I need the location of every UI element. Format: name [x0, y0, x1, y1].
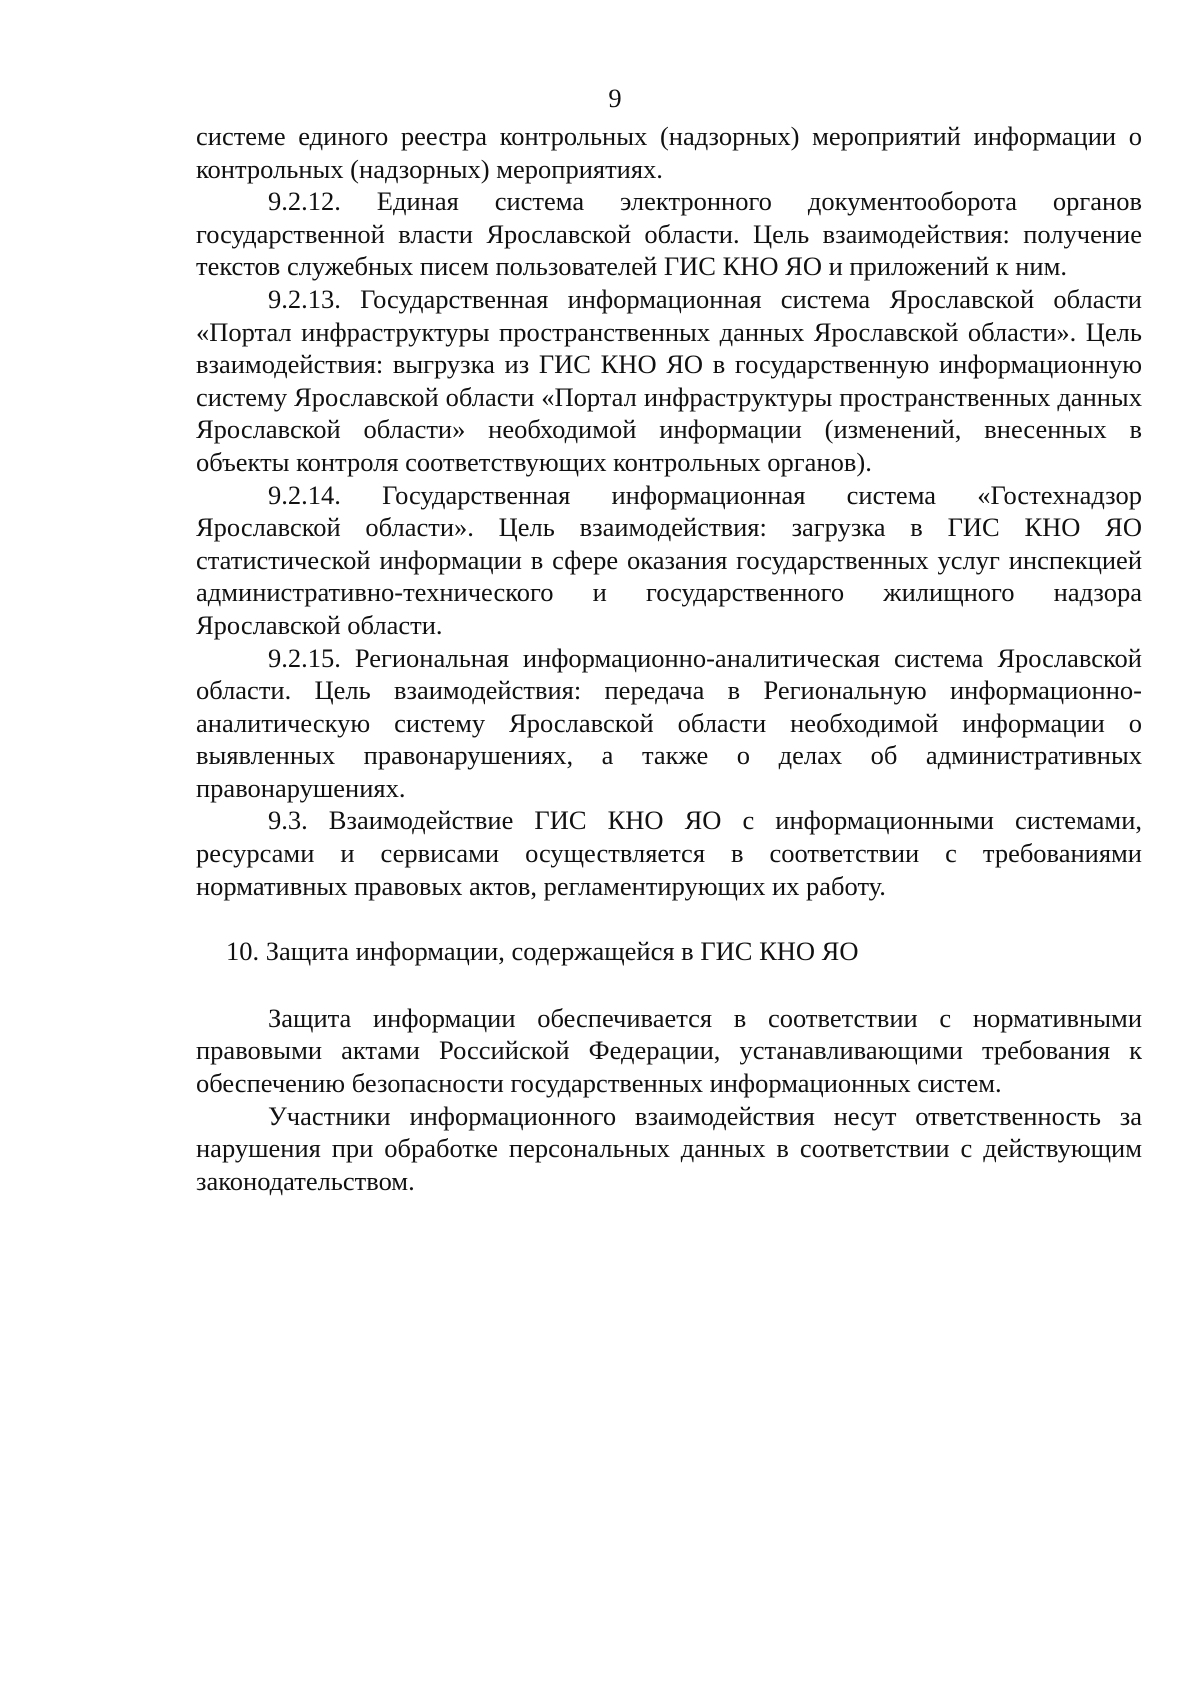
paragraph-9-2-14: 9.2.14. Государственная информационная система «Гостехнадзор Ярославской области». Цель взаимодействия: загрузка в ГИС КНО ЯО статистической информации в сфере оказания государственных услуг инспекцией административно-технического и государственного жилищного надзора Ярославской области.	[196, 479, 1142, 640]
paragraph-responsibility: Участники информационного взаимодействия несут ответственность за нарушения при обработке персональных данных в соответствии с действующим законодательством.	[196, 1100, 1142, 1196]
paragraph-protection: Защита информации обеспечивается в соответствии с нормативными правовыми актами Российской Федерации, устанавливающими требования к обеспечению безопасности государственных информационных систем.	[196, 1002, 1142, 1099]
paragraph-9-2-15: 9.2.15. Региональная информационно-аналитическая система Ярославской области. Цель взаимодействия: передача в Региональную информационно-аналитическую систему Ярославской области необходимой информации о выявленных правонарушениях, а также о делах об административных правонарушениях.	[196, 642, 1142, 803]
paragraph-9-2-13: 9.2.13. Государственная информационная система Ярославской области «Портал инфраструктуры пространственных данных Ярославской области». Цель взаимодействия: выгрузка из ГИС КНО ЯО в государственную информационную систему Ярославской области «Портал инфраструктуры пространственных данных Ярославской области» необходимой информации (изменений, внесенных в объекты контроля соответствующих контрольных органов).	[196, 283, 1142, 477]
paragraph-9-2-12: 9.2.12. Единая система электронного документооборота органов государственной власти Ярославской области. Цель взаимодействия: получение текстов служебных писем пользователей ГИС КНО ЯО и приложений к ним.	[196, 186, 1142, 282]
section-heading: 10. Защита информации, содержащейся в ГИС КНО ЯО	[226, 936, 859, 967]
paragraph-continuation: системе единого реестра контрольных (надзорных) мероприятий информации о контрольных (надзорных) мероприятиях.	[196, 121, 1142, 184]
paragraph-9-3: 9.3. Взаимодействие ГИС КНО ЯО с информационными системами, ресурсами и сервисами осуществляется в соответствии с требованиями нормативных правовых актов, регламентирующих их работу.	[196, 805, 1142, 901]
document-body	[196, 120, 1142, 1197]
page-number: 9	[608, 83, 622, 113]
